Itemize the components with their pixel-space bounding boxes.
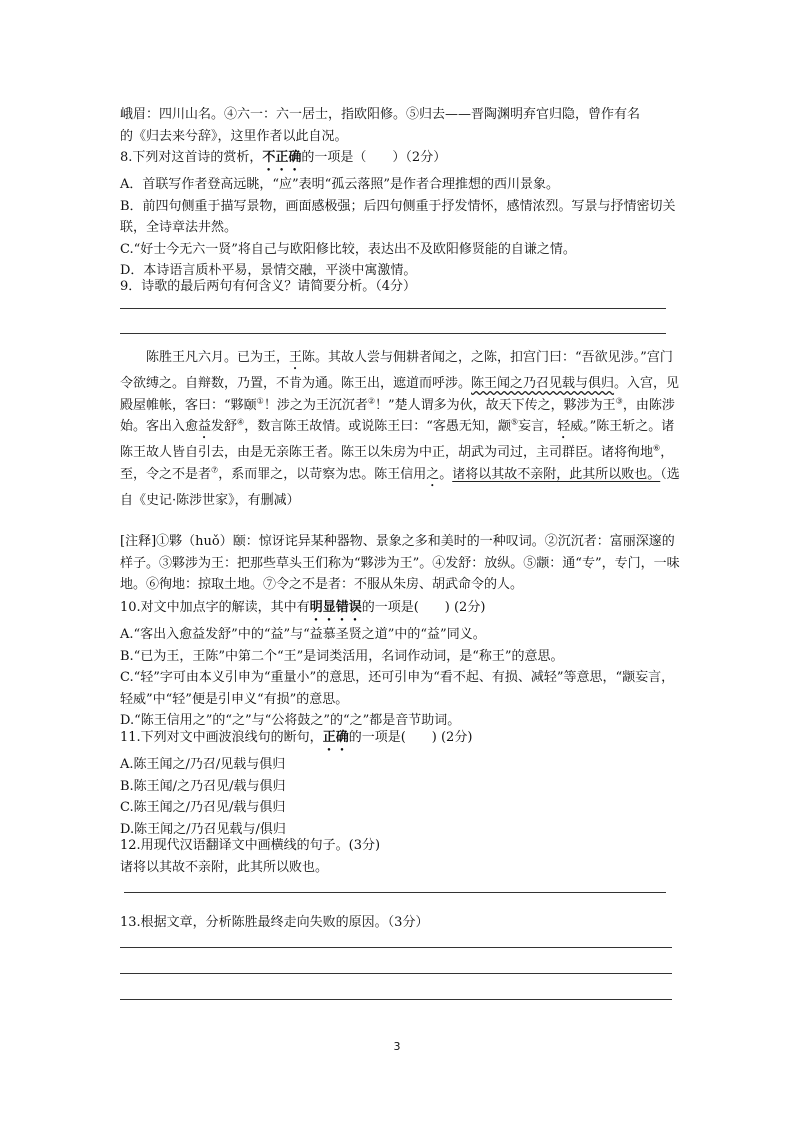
q10-option-d[interactable]: D.“陈王信用之”的“之”与“公将鼓之”的“之”都是音节助词。 <box>120 713 461 728</box>
q8-option-b[interactable]: B．前四句侧重于描写景物，画面感极强；后四句侧重于抒发情怀，感情浓烈。写景与抒情密切关联，全诗章法井然。 <box>120 198 676 235</box>
footnote-4: ④ <box>237 417 245 427</box>
dotted-char-qing: 轻 <box>557 419 571 434</box>
q11-option-d[interactable]: D.陈王闻之/乃召见载与/俱归 <box>120 821 286 837</box>
q13-stem: 13.根据文章，分析陈胜最终走向失败的原因。（3分） <box>120 915 429 930</box>
underlined-sentence: 诸将以其故不亲附，此其所以败也。 <box>452 466 661 482</box>
q11-option-b[interactable]: B.陈王闻/之乃召见/载与俱归 <box>120 778 286 794</box>
q11-emphasis: 正确 <box>322 730 349 745</box>
question-9 <box>120 276 680 298</box>
question-13 <box>120 912 680 934</box>
q10-option-c[interactable]: C.“轻”字可由本义引申为“重量小”的意思，还可引申为“看不起、有损、减轻”等意思，“颛妄言，轻威”中“轻”便是引申义“有损”的意思。 <box>120 670 675 707</box>
annotation-text: [注释]①夥（huǒ）颐：惊讶诧异某种器物、景象之多和美时的一种叹词。②沉沉者：富丽深邃的样子。③夥涉为王：把那些草头王们称为“夥涉为王”。④发舒：放纵。⑤颛：通“专”，专门，一味地。⑥徇地：掠取土地。⑦令之不是者：不服从朱房、胡武命令的人。 <box>120 534 680 592</box>
question-12 <box>120 835 680 878</box>
question-11 <box>120 727 680 840</box>
q8-option-c[interactable]: C.“好士今无六一贤”将自己与欧阳修比较，表达出不及欧阳修贤能的自谦之情。 <box>120 241 576 257</box>
passage-annotations <box>120 531 680 596</box>
footnote-5: ⑤ <box>510 417 519 427</box>
footnote-3: ③ <box>615 396 623 406</box>
q9-answer-line-1[interactable] <box>120 308 666 309</box>
q8-stem: 8.下列对这首诗的赏析，不正确的一项是（ ）（2分） <box>120 150 447 165</box>
q10-option-a[interactable]: A.“客出入愈益发舒”中的“益”与“益慕圣贤之道”中的“益”同义。 <box>120 627 486 642</box>
q8-option-d[interactable]: D．本诗语言质朴平易，景情交融，平淡中寓激情。 <box>120 263 417 278</box>
dotted-char-wang: 王 <box>289 350 303 365</box>
q12-stem: 12.用现代汉语翻译文中画横线的句子。(3分) <box>120 838 381 853</box>
q11-option-a[interactable]: A.陈王闻之/乃召/见载与俱归 <box>120 757 286 772</box>
page-number: 3 <box>393 1040 401 1053</box>
footnote-2: ② <box>367 396 376 406</box>
q13-answer-line-1[interactable] <box>120 947 672 948</box>
dotted-char-yi: 益 <box>198 419 212 434</box>
q8-option-a[interactable]: A．首联写作者登高远眺，“应”表明“孤云落照”是作者合理推想的西川景象。 <box>120 177 559 192</box>
footnote-1: ① <box>256 396 264 406</box>
footnote-6: ⑥ <box>653 443 661 453</box>
q10-option-b[interactable]: B.“已为王，王陈”中第二个“王”是词类活用，名词作动词，是“称王”的意思。 <box>120 648 564 664</box>
q13-answer-line-3[interactable] <box>120 999 672 1000</box>
passage-text: 陈胜王凡六月。已为王，王陈。其故人尝与佣耕者闻之，之陈，扣宫门曰：“吾欲见涉。”宫门令欲缚之。自辩数，乃置，不肯为通。陈王出，遮道而呼涉。陈王闻之乃召见载与俱归。入宫，见殿屋帷帐，客曰：“夥颐①！涉之为王沉沉者②！”楚人谓多为伙，故天下传之，夥涉为王③，由陈涉始。客出入愈益发舒④，数言陈王故情。或说陈王曰：“客愚无知，颛⑤妄言，轻威。”陈王斩之。诸陈王故人皆自引去，由是无亲陈王者。陈王以朱房为中正，胡武为司过，主司群臣。诸将徇地⑥，至，令之不是者⑦，系而罪之，以苛察为忠。陈王信用之。诸将以其故不亲附，此其所以败也。（选自《史记·陈涉世家》，有删减） <box>120 350 680 508</box>
footnote-7: ⑦ <box>211 465 219 475</box>
q9-answer-line-2[interactable] <box>120 333 666 334</box>
wavy-sentence: 陈王闻之乃召见载与俱归 <box>471 376 615 391</box>
q10-emphasis: 明显错误 <box>309 600 362 615</box>
poem-note-line2: 的《归去来兮辞》，这里作者以此自况。 <box>120 128 348 144</box>
classical-passage <box>120 347 680 511</box>
q10-stem: 10.对文中加点字的解读，其中有明显错误的一项是( ) (2分) <box>120 600 486 615</box>
question-10 <box>120 597 680 732</box>
q9-stem: 9．诗歌的最后两句有何含义？请简要分析。（4分） <box>120 279 417 294</box>
q12-sentence: 诸将以其故不亲附，此其所以败也。 <box>120 859 329 875</box>
q13-answer-line-2[interactable] <box>120 973 672 974</box>
poem-notes <box>120 104 680 147</box>
question-8 <box>120 147 680 282</box>
dotted-char-zhi: 之 <box>426 466 440 482</box>
passage-source: （选自《史记·陈涉世家》，有删减） <box>120 466 680 508</box>
poem-note-line1: 峨眉：四川山名。④六一：六一居士，指欧阳修。⑤归去——晋陶渊明弃官归隐，曾作有名 <box>120 107 641 122</box>
q11-option-c[interactable]: C.陈王闻之/乃召见/载与俱归 <box>120 800 286 815</box>
q11-stem: 11.下列对文中画波浪线句的断句，正确的一项是( ) (2分) <box>120 730 473 745</box>
q12-answer-line[interactable] <box>124 892 666 893</box>
q8-emphasis: 不正确 <box>262 150 302 165</box>
